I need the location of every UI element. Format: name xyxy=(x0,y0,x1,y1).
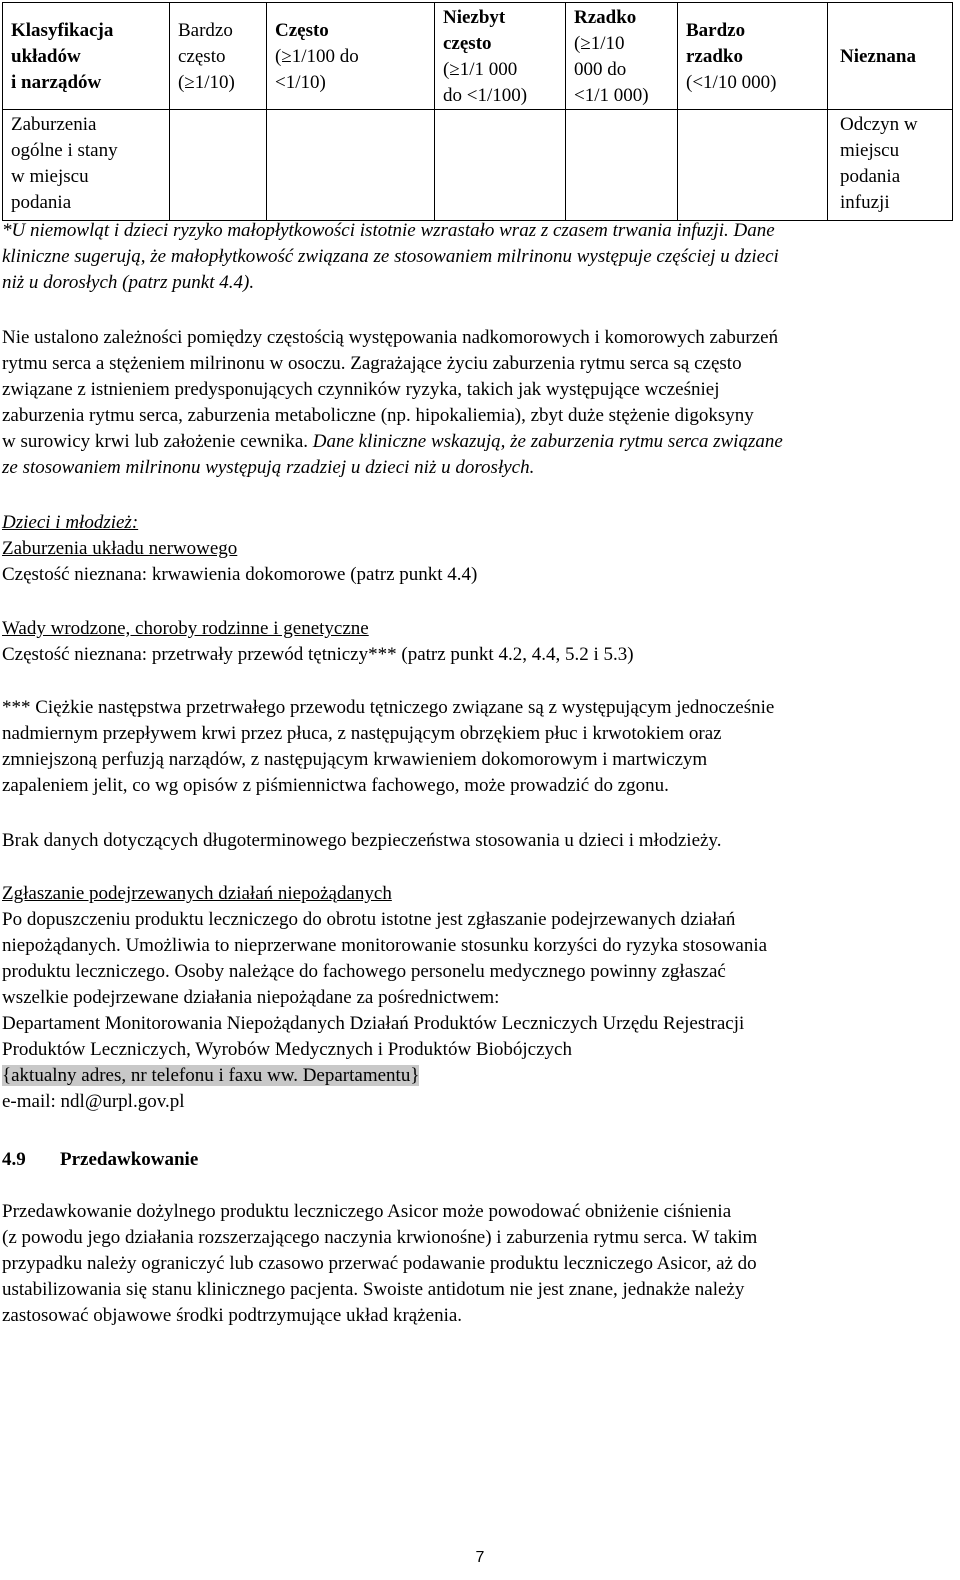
header-text: (≥1/10 xyxy=(574,33,625,54)
text-line: niepożądanych. Umożliwia to nieprzerwane monitorowanie stosunku korzyści do ryzyka stosowania xyxy=(2,935,768,956)
text-line: niż u dorosłych (patrz punkt 4.4). xyxy=(2,272,255,293)
header-text: <1/1 000) xyxy=(574,85,649,106)
cell-text: infuzji xyxy=(840,192,890,213)
text-line: Departament Monitorowania Niepożądanych Działań Produktów Leczniczych Urzędu Rejestracji xyxy=(2,1013,745,1034)
cell-empty xyxy=(566,110,678,221)
cell-empty xyxy=(435,110,566,221)
text-line: Nie ustalono zależności pomiędzy częstością występowania nadkomorowych i komorowych zaburzeń xyxy=(2,327,779,348)
paragraph-arrhythmia xyxy=(2,325,950,481)
header-text: układów xyxy=(11,46,81,67)
cell-text: Odczyn w xyxy=(840,114,918,135)
section-title: Przedawkowanie xyxy=(60,1149,199,1170)
text-line: produktu leczniczego. Osoby należące do fachowego personelu medycznego powinny zgłaszać xyxy=(2,961,726,982)
cell-text: ogólne i stany xyxy=(11,140,118,161)
text-line: rytmu serca a stężeniem milrinonu w osoczu. Zagrażające życiu zaburzenia rytmu serca są często xyxy=(2,353,742,374)
header-text: Nieznana xyxy=(840,46,916,67)
header-text: (<1/10 000) xyxy=(686,72,777,93)
cell-unknown xyxy=(828,110,953,221)
frequency-table xyxy=(2,2,953,221)
text-line: *U niemowląt i dzieci ryzyko małopłytkowości istotnie wzrastało wraz z czasem trwania infuzji. Dane xyxy=(2,220,775,241)
header-text: i narządów xyxy=(11,72,102,93)
header-soc xyxy=(3,3,170,110)
section-heading-overdose xyxy=(2,1147,950,1173)
header-text: (≥1/100 do xyxy=(275,46,359,67)
cell-empty xyxy=(678,110,828,221)
text-line: Częstość nieznana: krwawienia dokomorowe (patrz punkt 4.4) xyxy=(2,564,478,585)
header-text: często xyxy=(178,46,226,67)
text-line: ustabilizowania się stanu klinicznego pacjenta. Swoiste antidotum nie jest znane, jednakże należy xyxy=(2,1279,745,1300)
text-line: kliniczne sugerują, że małopłytkowość związana ze stosowaniem milrinonu występuje częściej u dzieci xyxy=(2,246,779,267)
text-line xyxy=(2,429,950,455)
cell-text: w miejscu xyxy=(11,166,89,187)
text-line: Brak danych dotyczących długoterminowego bezpieczeństwa stosowania u dzieci i młodzieży. xyxy=(2,830,722,851)
text-line: (z powodu jego działania rozszerzającego naczynia krwionośne) i zaburzenia rytmu serca. W takim xyxy=(2,1227,758,1248)
text-line: Przedawkowanie dożylnego produktu leczniczego Asicor może powodować obniżenie ciśnienia xyxy=(2,1201,732,1222)
congenital-section xyxy=(2,616,950,668)
cell-empty xyxy=(170,110,267,221)
reporting-section xyxy=(2,881,950,1115)
text-line: Po dopuszczeniu produktu leczniczego do obrotu istotne jest zgłaszanie podejrzewanych działań xyxy=(2,909,736,930)
subheading-nervous-system: Zaburzenia układu nerwowego xyxy=(2,538,238,559)
header-text: do <1/100) xyxy=(443,85,528,106)
footnote-thrombocytopenia xyxy=(2,218,950,296)
pediatric-section xyxy=(2,510,950,588)
text-span-italic: Dane kliniczne wskazują, że zaburzenia rytmu serca związane xyxy=(312,431,783,452)
header-very-common xyxy=(170,3,267,110)
header-text: (≥1/1 000 xyxy=(443,59,518,80)
email-line: e-mail: ndl@urpl.gov.pl xyxy=(2,1091,185,1112)
text-line: Częstość nieznana: przetrwały przewód tętniczy*** (patrz punkt 4.2, 4.4, 5.2 i 5.3) xyxy=(2,644,634,665)
header-text: 000 do xyxy=(574,59,627,80)
text-line: ze stosowaniem milrinonu występują rzadziej u dzieci niż u dorosłych. xyxy=(2,457,535,478)
text-line: nadmiernym przepływem krwi przez płuca, z następującym obrzękiem płuc i krwotokiem oraz xyxy=(2,723,722,744)
text-line: przypadku należy ograniczyć lub czasowo przerwać podawanie produktu leczniczego Asicor, aż do xyxy=(2,1253,757,1274)
header-text: Bardzo xyxy=(686,20,746,41)
header-text: (≥1/10) xyxy=(178,72,235,93)
header-rare xyxy=(566,3,678,110)
cell-text: podania xyxy=(840,166,901,187)
text-line: *** Ciężkie następstwa przetrwałego przewodu tętniczego związane są z występującym jednocześnie xyxy=(2,697,775,718)
header-text: <1/10) xyxy=(275,72,326,93)
text-line: zastosować objawowe środki podtrzymujące układ krążenia. xyxy=(2,1305,463,1326)
header-very-rare xyxy=(678,3,828,110)
header-text: Rzadko xyxy=(574,7,637,28)
cell-text: miejscu xyxy=(840,140,900,161)
text-line xyxy=(2,1063,950,1089)
paragraph-overdose xyxy=(2,1199,950,1329)
cell-empty xyxy=(267,110,435,221)
header-text: Często xyxy=(275,20,329,41)
text-line: Produktów Leczniczych, Wyrobów Medycznych i Produktów Biobójczych xyxy=(2,1039,572,1060)
page-number: 7 xyxy=(475,1549,485,1566)
subheading-congenital: Wady wrodzone, choroby rodzinne i genetyczne xyxy=(2,618,369,639)
cell-soc xyxy=(3,110,170,221)
text-line: wszelkie podejrzewane działania niepożądane za pośrednictwem: xyxy=(2,987,500,1008)
text-line: zapaleniem jelit, co wg opisów z piśmiennictwa fachowego, może prowadzić do zgonu. xyxy=(2,775,669,796)
header-text: często xyxy=(443,33,492,54)
header-uncommon xyxy=(435,3,566,110)
cell-text: podania xyxy=(11,192,72,213)
subheading-reporting: Zgłaszanie podejrzewanych działań niepożądanych xyxy=(2,883,392,904)
text-span: w surowicy krwi lub założenie cewnika. xyxy=(2,431,313,452)
text-line: zaburzenia rytmu serca, zaburzenia metaboliczne (np. hipokaliemia), zbyt duże stężenie digoksyny xyxy=(2,405,754,426)
header-text: Bardzo xyxy=(178,20,233,41)
header-text: Klasyfikacja xyxy=(11,20,114,41)
table-row xyxy=(3,110,953,221)
highlighted-placeholder: {aktualny adres, nr telefonu i faxu ww. Departamentu} xyxy=(2,1065,420,1086)
text-line: związane z istnieniem predysponujących czynników ryzyka, takich jak występujące wcześniej xyxy=(2,379,720,400)
table-header-row xyxy=(3,3,953,110)
header-unknown xyxy=(828,3,953,110)
header-text: Niezbyt xyxy=(443,7,506,28)
paragraph-no-data xyxy=(2,828,950,854)
footnote-pda xyxy=(2,695,950,799)
header-text: rzadko xyxy=(686,46,743,67)
section-number: 4.9 xyxy=(2,1149,26,1170)
cell-text: Zaburzenia xyxy=(11,114,97,135)
subheading-pediatrics: Dzieci i młodzież: xyxy=(2,512,139,533)
text-line: zmniejszoną perfuzją narządów, z następującym krwawieniem dokomorowym i martwiczym xyxy=(2,749,708,770)
header-common xyxy=(267,3,435,110)
